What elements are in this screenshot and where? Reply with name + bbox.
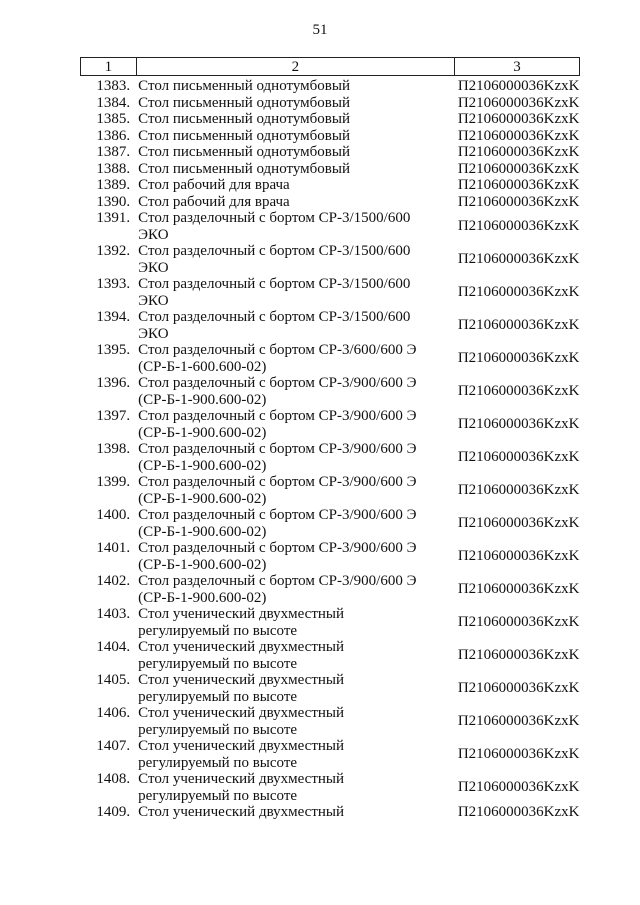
item-code: П2106000036KzxK [457, 482, 580, 498]
item-name-line: регулируемый по высоте [138, 754, 298, 771]
table-row [81, 507, 580, 540]
item-name [136, 771, 454, 804]
item-code: П2106000036KzxK [457, 515, 580, 531]
item-name-line: регулируемый по высоте [138, 787, 298, 804]
item-name [136, 76, 454, 95]
table-row [81, 738, 580, 771]
table-row [81, 144, 580, 161]
items-table [80, 57, 580, 821]
row-number: 1394. [96, 309, 131, 325]
item-code: П2106000036KzxK [457, 127, 580, 144]
item-name [136, 375, 454, 408]
item-code: П2106000036KzxK [457, 284, 580, 300]
table-row [81, 177, 580, 194]
item-name-line: (СР-Б-1-900.600-02) [138, 391, 267, 408]
row-number: 1393. [96, 276, 131, 292]
row-number: 1387. [96, 144, 131, 160]
item-name-line: (СР-Б-1-900.600-02) [138, 523, 267, 540]
item-name [136, 144, 454, 161]
row-number: 1386. [96, 127, 131, 144]
item-code: П2106000036KzxK [457, 548, 580, 564]
item-name-line: регулируемый по высоте [138, 655, 298, 672]
item-code: П2106000036KzxK [457, 713, 580, 729]
item-name-line: Стол разделочный с бортом СР-3/600/600 Э [138, 342, 417, 358]
table-row [81, 705, 580, 738]
item-name-line: Стол разделочный с бортом СР-3/900/600 Э [138, 573, 417, 589]
row-number: 1390. [96, 193, 131, 210]
item-code: П2106000036KzxK [457, 581, 580, 597]
row-number: 1408. [96, 771, 131, 787]
item-name [136, 738, 454, 771]
row-number: 1383. [96, 78, 131, 94]
item-name [136, 177, 454, 194]
table-body [81, 76, 580, 821]
item-name [136, 128, 454, 145]
table-row [81, 128, 580, 145]
item-code: П2106000036KzxK [457, 383, 580, 399]
item-code: П2106000036KzxK [457, 251, 580, 267]
table-row [81, 474, 580, 507]
row-number: 1395. [96, 342, 131, 358]
item-name [136, 276, 454, 309]
item-name [136, 639, 454, 672]
item-name-line: (СР-Б-1-900.600-02) [138, 589, 267, 606]
row-number: 1405. [96, 672, 131, 688]
item-name-line: Стол разделочный с бортом СР-3/900/600 Э [138, 375, 417, 391]
table-row [81, 76, 580, 95]
row-number: 1389. [96, 177, 131, 193]
row-number: 1407. [96, 738, 131, 754]
item-code: П2106000036KzxK [457, 78, 580, 94]
header-col-3: 3 [455, 58, 580, 76]
item-name-line: (СР-Б-1-600.600-02) [138, 358, 267, 375]
item-name-line: Стол письменный однотумбовый [138, 94, 350, 111]
table-header-row [81, 58, 580, 76]
item-name [136, 210, 454, 243]
item-name [136, 672, 454, 705]
item-name-line: Стол письменный однотумбовый [138, 111, 350, 127]
row-number: 1396. [96, 375, 131, 391]
row-number: 1399. [96, 474, 131, 490]
table-row [81, 309, 580, 342]
item-name-line: Стол ученический двухместный [138, 639, 345, 655]
row-number: 1401. [96, 540, 131, 556]
item-code: П2106000036KzxK [457, 614, 580, 630]
item-name [136, 95, 454, 112]
item-name [136, 474, 454, 507]
item-name-line: Стол ученический двухместный [138, 606, 345, 622]
item-name-line: Стол письменный однотумбовый [138, 144, 350, 160]
item-name-line: ЭКО [138, 259, 169, 276]
table-row [81, 95, 580, 112]
item-name-line: Стол рабочий для врача [138, 177, 290, 193]
item-name-line: регулируемый по высоте [138, 688, 298, 705]
table-row [81, 606, 580, 639]
item-name-line: Стол ученический двухместный [138, 672, 345, 688]
item-name-line: Стол рабочий для врача [138, 193, 290, 210]
item-name-line: Стол ученический двухместный [138, 804, 345, 820]
table-row [81, 161, 580, 178]
table-row [81, 375, 580, 408]
item-code: П2106000036KzxK [457, 779, 580, 795]
item-name-line: (СР-Б-1-900.600-02) [138, 556, 267, 573]
item-code: П2106000036KzxK [457, 317, 580, 333]
table-row [81, 210, 580, 243]
table-row [81, 540, 580, 573]
row-number: 1404. [96, 639, 131, 655]
table-row [81, 639, 580, 672]
row-number: 1384. [96, 94, 131, 111]
item-name-line: ЭКО [138, 226, 169, 243]
row-number: 1402. [96, 573, 131, 589]
table-row [81, 408, 580, 441]
table-row [81, 804, 580, 821]
item-name-line: (СР-Б-1-900.600-02) [138, 457, 267, 474]
item-name-line: Стол ученический двухместный [138, 771, 345, 787]
item-name [136, 573, 454, 606]
item-name-line: регулируемый по высоте [138, 622, 298, 639]
page-number: 51 [312, 22, 328, 38]
item-code: П2106000036KzxK [457, 144, 580, 160]
item-code: П2106000036KzxK [457, 350, 580, 366]
item-code: П2106000036KzxK [457, 449, 580, 465]
item-code: П2106000036KzxK [457, 193, 580, 210]
table-row [81, 441, 580, 474]
table-row [81, 771, 580, 804]
item-name-line: (СР-Б-1-900.600-02) [138, 490, 267, 507]
item-name-line: ЭКО [138, 325, 169, 342]
item-name-line: Стол ученический двухместный [138, 705, 345, 721]
item-name [136, 540, 454, 573]
table-row [81, 573, 580, 606]
row-number: 1400. [96, 507, 131, 523]
item-name [136, 441, 454, 474]
item-name-line: Стол письменный однотумбовый [138, 160, 350, 177]
table-row [81, 276, 580, 309]
item-name [136, 705, 454, 738]
item-name-line: Стол разделочный с бортом СР-3/1500/600 [138, 210, 411, 226]
item-name-line: Стол письменный однотумбовый [138, 78, 350, 94]
table-row [81, 243, 580, 276]
row-number: 1392. [96, 243, 131, 259]
row-number: 1398. [96, 441, 131, 457]
item-code: П2106000036KzxK [457, 647, 580, 663]
item-code: П2106000036KzxK [457, 160, 580, 177]
item-code: П2106000036KzxK [457, 746, 580, 762]
row-number: 1406. [96, 705, 131, 721]
row-number: 1409. [96, 804, 131, 820]
item-name [136, 507, 454, 540]
item-name [136, 243, 454, 276]
item-name [136, 606, 454, 639]
item-name-line: Стол разделочный с бортом СР-3/900/600 Э [138, 441, 417, 457]
item-code: П2106000036KzxK [457, 680, 580, 696]
item-name [136, 804, 454, 821]
row-number: 1403. [96, 606, 131, 622]
table-row [81, 342, 580, 375]
item-name-line: Стол разделочный с бортом СР-3/900/600 Э [138, 408, 417, 424]
item-name-line: Стол разделочный с бортом СР-3/1500/600 [138, 243, 411, 259]
item-code: П2106000036KzxK [457, 94, 580, 111]
item-code: П2106000036KzxK [457, 804, 580, 820]
item-name [136, 309, 454, 342]
item-name-line: Стол разделочный с бортом СР-3/900/600 Э [138, 474, 417, 490]
item-name-line: Стол разделочный с бортом СР-3/1500/600 [138, 309, 411, 325]
item-name [136, 342, 454, 375]
item-name [136, 161, 454, 178]
header-col-1: 1 [81, 58, 137, 76]
item-code: П2106000036KzxK [457, 111, 580, 127]
item-code: П2106000036KzxK [457, 177, 580, 193]
table-row [81, 194, 580, 211]
table-row [81, 672, 580, 705]
item-name-line: Стол разделочный с бортом СР-3/1500/600 [138, 276, 411, 292]
item-name-line: Стол разделочный с бортом СР-3/900/600 Э [138, 507, 417, 523]
item-name-line: регулируемый по высоте [138, 721, 298, 738]
item-code: П2106000036KzxK [457, 416, 580, 432]
item-code: П2106000036KzxK [457, 218, 580, 234]
item-name [136, 111, 454, 128]
row-number: 1388. [96, 160, 131, 177]
item-name-line: (СР-Б-1-900.600-02) [138, 424, 267, 441]
header-col-2: 2 [136, 58, 454, 76]
item-name-line: Стол разделочный с бортом СР-3/900/600 Э [138, 540, 417, 556]
row-number: 1385. [96, 111, 131, 127]
row-number: 1391. [96, 210, 131, 226]
item-name [136, 194, 454, 211]
item-name-line: Стол письменный однотумбовый [138, 127, 350, 144]
item-name-line: Стол ученический двухместный [138, 738, 345, 754]
item-name [136, 408, 454, 441]
row-number: 1397. [96, 408, 131, 424]
table-row [81, 111, 580, 128]
item-name-line: ЭКО [138, 292, 169, 309]
